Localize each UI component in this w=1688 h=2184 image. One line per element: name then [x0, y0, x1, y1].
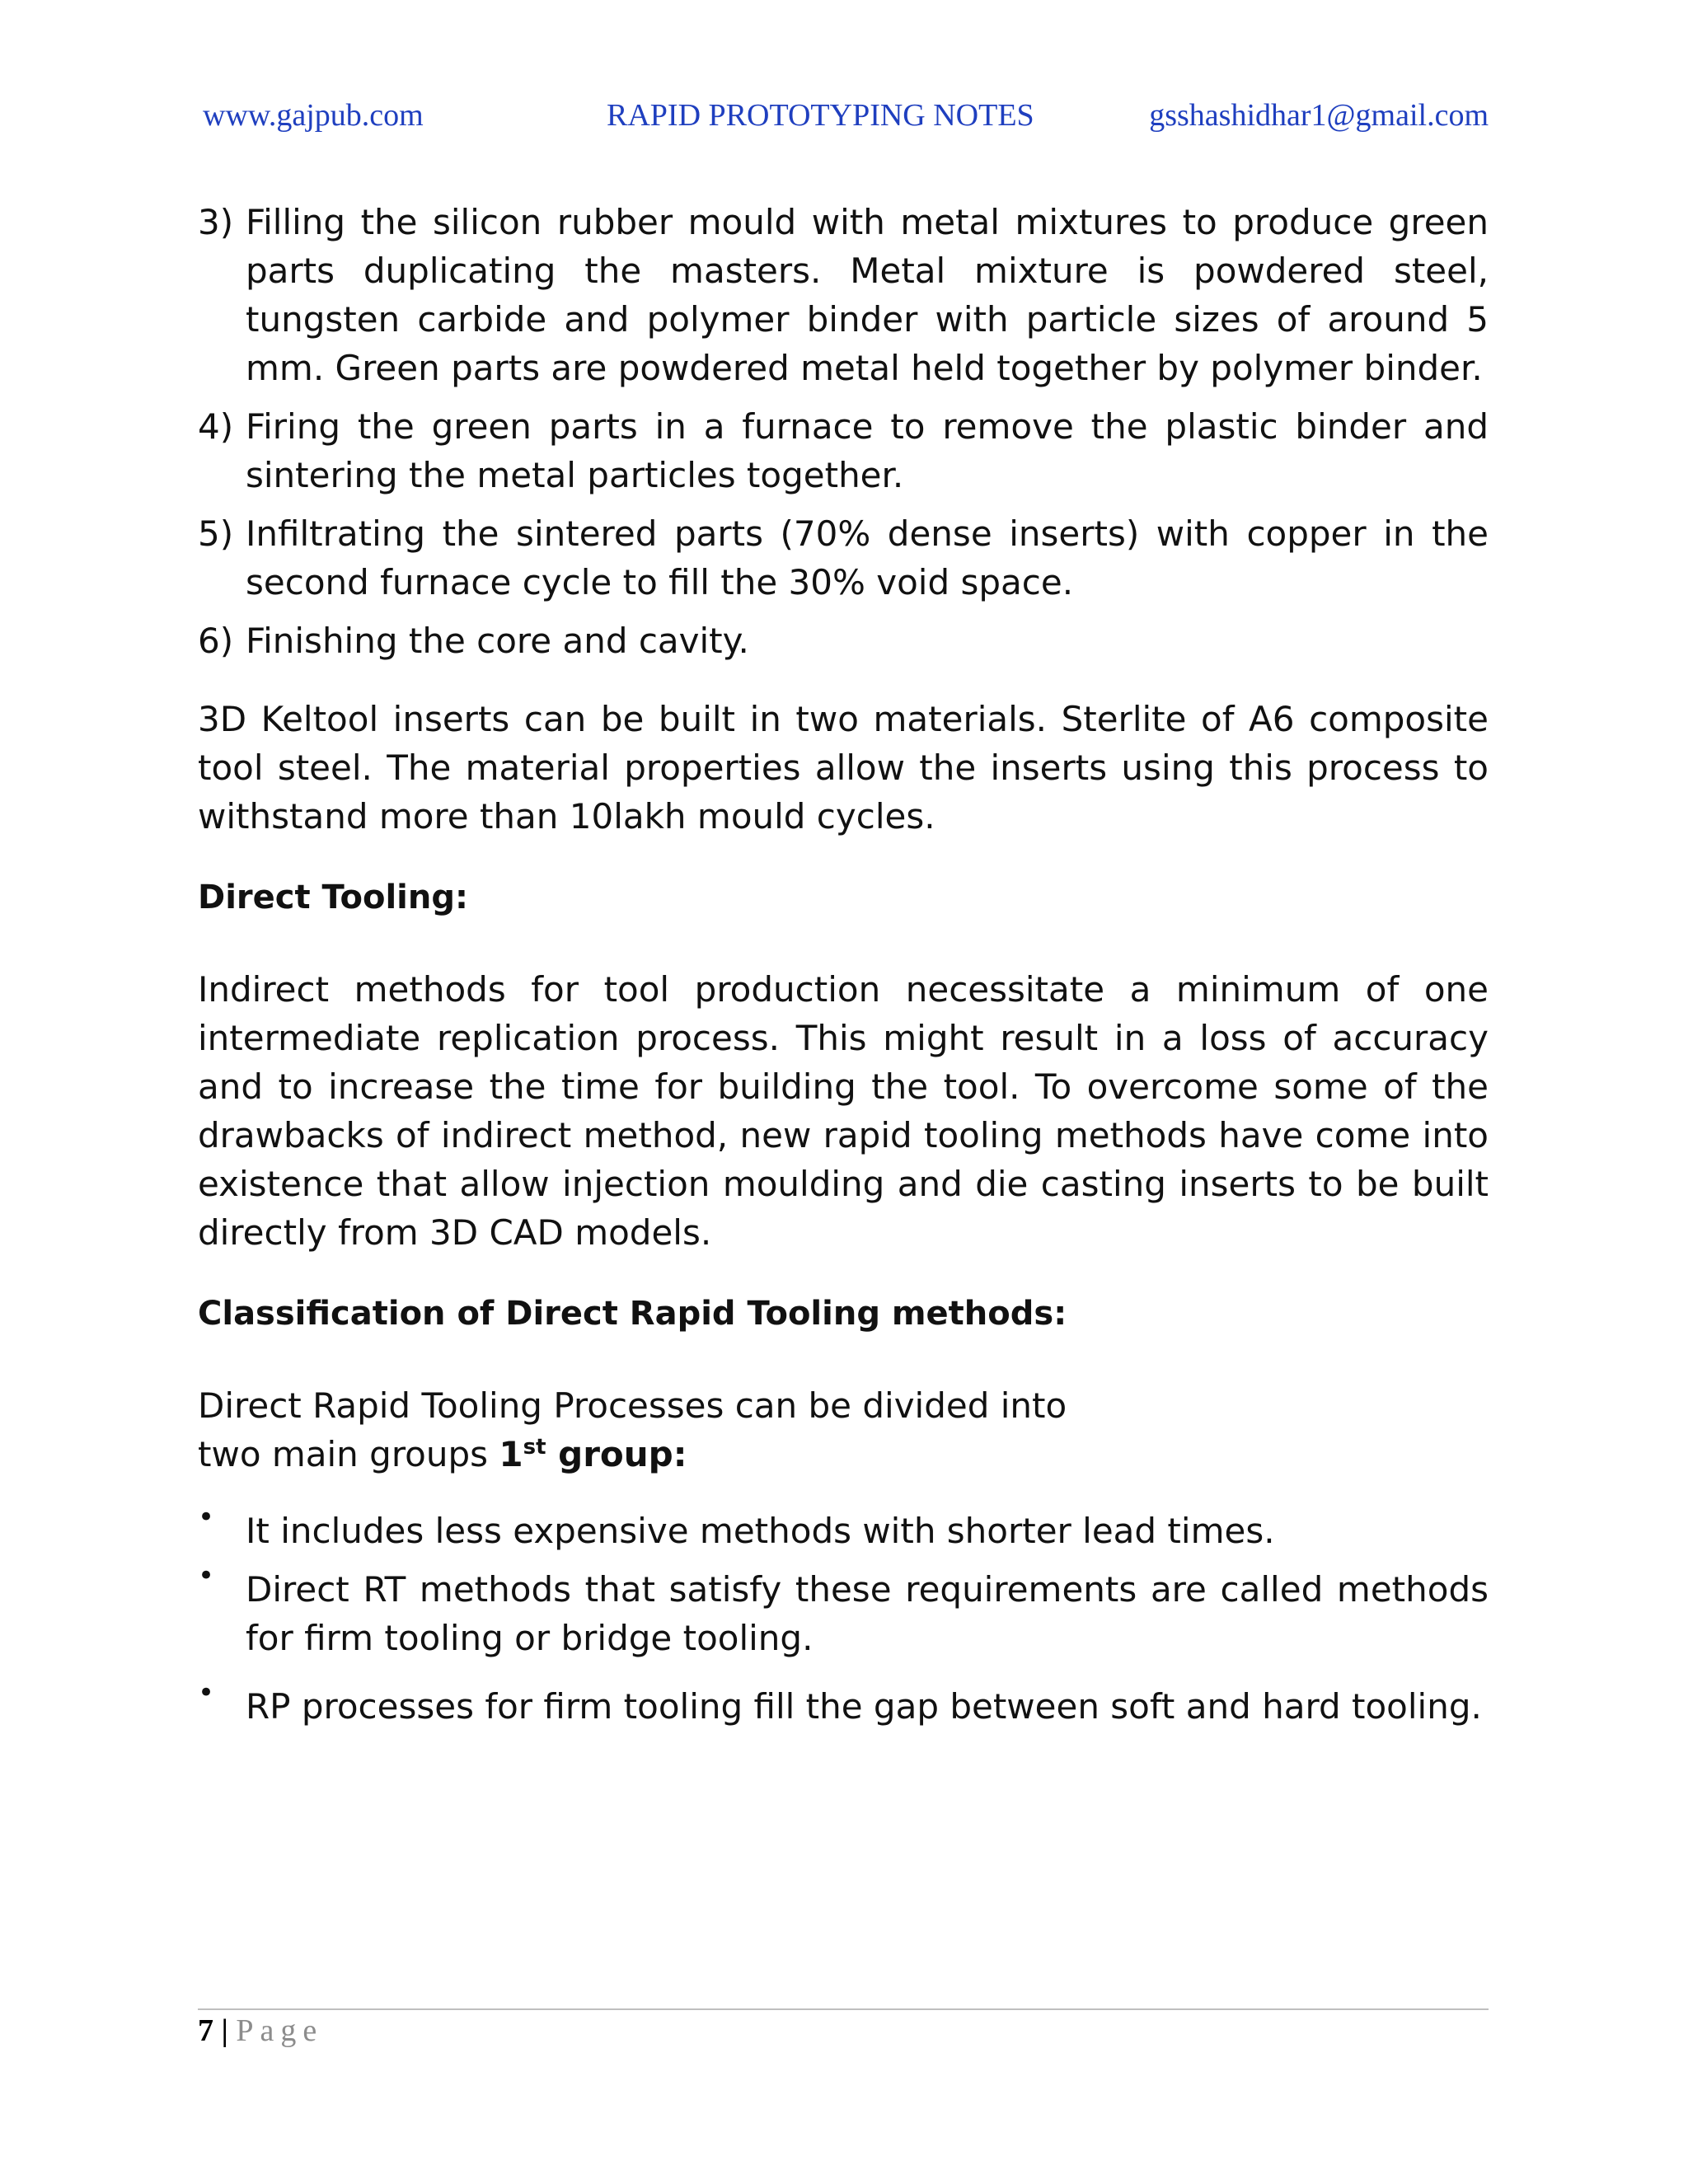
list-item — [198, 1559, 1489, 1662]
step-number: 6) — [198, 621, 234, 661]
classification-heading: Classification of Direct Rapid Tooling methods: — [198, 1295, 1067, 1333]
header-title: RAPID PROTOTYPING NOTES — [607, 98, 1034, 133]
footer-divider — [198, 2008, 1489, 2010]
group-ordinal-suffix: st — [523, 1435, 546, 1460]
page-word: Page — [236, 2013, 324, 2048]
bullet-text: Direct RT methods that satisfy these requirements are called methods for firm tooling or bridge tooling. — [246, 1569, 1489, 1658]
step-number: 5) — [198, 513, 234, 554]
bullet-text: It includes less expensive methods with shorter lead times. — [246, 1511, 1275, 1551]
page-number: 7 — [198, 2013, 213, 2048]
page-footer — [198, 2013, 323, 2049]
classification-intro — [198, 1381, 1489, 1479]
footer-separator: | — [213, 2013, 237, 2048]
page-content — [198, 198, 1489, 1741]
bullet-icon: • — [198, 1501, 215, 1534]
process-step — [198, 402, 1489, 499]
step-text: Filling the silicon rubber mould with metal mixtures to produce green parts duplicating the masters. Metal mixture is powdered steel, tungsten carbide and polymer binder with particle sizes of around 5 mm. Green parts are powdered metal held together by polymer binder. — [246, 202, 1489, 388]
step-number: 4) — [198, 406, 234, 447]
step-text: Finishing the core and cavity. — [246, 621, 749, 661]
process-step — [198, 616, 1489, 665]
classification-intro-line2: two main groups — [198, 1434, 489, 1474]
bullet-text: RP processes for firm tooling fill the gap between soft and hard tooling. — [246, 1686, 1482, 1727]
step-number: 3) — [198, 202, 234, 242]
step-text: Firing the green parts in a furnace to remove the plastic binder and sintering the metal particles together. — [246, 406, 1489, 495]
page-header — [203, 97, 1489, 138]
group-bullet-list — [198, 1501, 1489, 1731]
list-item — [198, 1676, 1489, 1731]
process-step — [198, 198, 1489, 392]
header-website: www.gajpub.com — [203, 98, 424, 133]
bullet-icon: • — [198, 1676, 215, 1709]
bullet-icon: • — [198, 1559, 215, 1592]
group-number: 1 — [499, 1434, 523, 1474]
process-steps-list — [198, 198, 1489, 665]
group-label: group: — [546, 1434, 687, 1474]
header-email: gsshashidhar1@gmail.com — [1149, 98, 1489, 133]
list-item — [198, 1501, 1489, 1555]
direct-tooling-paragraph: Indirect methods for tool production necessitate a minimum of one intermediate replication process. This might result in a loss of accuracy and to increase the time for building the tool. To overcome some of the drawbacks of indirect method, new rapid tooling methods have come into existence that allow injection moulding and die casting inserts to be built directly from 3D CAD models. — [198, 969, 1489, 1253]
process-step — [198, 509, 1489, 607]
classification-intro-line1: Direct Rapid Tooling Processes can be divided into — [198, 1385, 1067, 1426]
step-text: Infiltrating the sintered parts (70% dense inserts) with copper in the second furnace cycle to fill the 30% void space. — [246, 513, 1489, 602]
direct-tooling-heading: Direct Tooling: — [198, 879, 468, 916]
keltool-paragraph: 3D Keltool inserts can be built in two materials. Sterlite of A6 composite tool steel. The material properties allow the inserts using this process to withstand more than 10lakh mould cycles. — [198, 699, 1489, 837]
